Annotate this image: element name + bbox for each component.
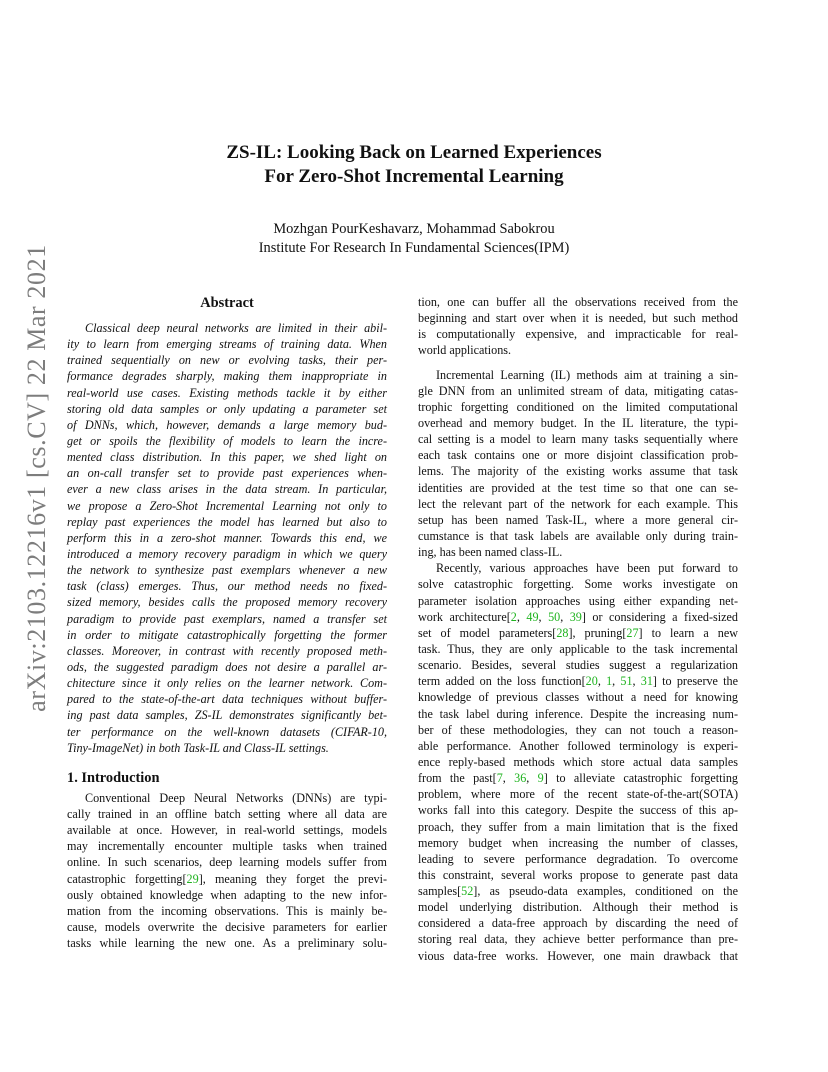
abstract-heading: Abstract (200, 295, 254, 311)
arxiv-stamp-text: arXiv:2103.12216v1 [cs.CV] 22 Mar 2021 (22, 244, 51, 712)
text-line: may incrementally encounter multiple tasks when trained (67, 839, 387, 854)
abstract-body (67, 320, 387, 756)
text-line: setup has been named Task-IL, where a more general cir- (418, 512, 738, 527)
text-line: cumstance is that task labels are available only during train- (418, 528, 738, 543)
text-line: ber of these methodologies, they can not touch a reason- (418, 722, 738, 737)
text-line: ing past data samples, ZS-IL demonstrates significantly bet- (67, 708, 387, 723)
text-line: Conventional Deep Neural Networks (DNNs) are typi- (85, 790, 387, 805)
text-line: is computationally expensive, and impracticable for real- (418, 327, 738, 342)
introduction-body (67, 790, 387, 951)
paper-title (0, 141, 828, 189)
text-line: trophic forgetting conditioned on the limited computational (418, 399, 738, 414)
text-line: Classical deep neural networks are limited in their abil- (85, 321, 387, 335)
text-line: ter performance on the well-known datasets (CIFAR-10, (67, 724, 387, 739)
citation-link[interactable]: 27 (626, 625, 639, 640)
text-line: get or spoils the flexibility of models to learn the incre- (67, 433, 387, 448)
author-block (0, 220, 828, 258)
text-line: available at once. However, in real-world settings, models (67, 823, 387, 838)
text-line: mented class distribution. In this paper, we shed light on (67, 450, 387, 465)
text-line: trained sequentially on new or evolving tasks, their per- (67, 353, 387, 368)
paper-title-line-2: For Zero-Shot Incremental Learning (264, 166, 564, 187)
text-line: chitecture since it only relies on the learner network. Com- (67, 676, 387, 691)
text-line: pared to the state-of-the-art data techniques without buffer- (67, 692, 387, 707)
author-affiliation: Institute For Research In Fundamental Sciences(IPM) (258, 240, 570, 256)
text-line: ods, the suggested paradigm does not desire a parallel ar- (67, 659, 387, 674)
text-line: work architecture[2, 49, 50, 39] or considering a fixed-sized (418, 609, 738, 624)
text-line: cally trained in an offline batch setting where all data are (67, 806, 387, 821)
text-line: replay past experiences the model has learned but also to (67, 514, 387, 529)
text-line: storing old data samples or only updating a parameter set (67, 401, 387, 416)
text-line: works fall into this category. Despite the success of this ap- (418, 803, 738, 818)
text-line: catastrophic forgetting[29], meaning they forget the previ- (67, 871, 387, 886)
text-line: leading to severe performance degradation. To overcome (418, 851, 738, 866)
text-line: memory budget when increasing the number of classes, (418, 835, 738, 850)
citation-link[interactable]: 51 (620, 674, 633, 689)
citation-link[interactable]: 31 (640, 674, 653, 689)
citation-link[interactable]: 28 (556, 625, 569, 640)
text-line: cause, models overwrite the decisive parameters for earlier (67, 919, 387, 934)
text-line: this constraint, several works propose to generate past data (418, 867, 738, 882)
text-line: Recently, various approaches have been put forward to (436, 561, 738, 576)
citation-link[interactable]: 49 (526, 609, 539, 624)
text-line: perform this in a zero-shot manner. Towards this end, we (67, 530, 387, 545)
text-line: in order to mitigate catastrophically forgetting the former (67, 627, 387, 642)
text-line: the task label during inference. Despite the increasing num- (418, 706, 738, 721)
right-column (418, 294, 738, 964)
citation-link[interactable]: 50 (548, 609, 561, 624)
text-line: ence reply-based methods which store actual data samples (418, 754, 738, 769)
left-column (67, 294, 387, 951)
text-line: online. In such scenarios, deep learning models suffer from (67, 855, 387, 870)
text-line: beginning and start over when it is needed, but such method (418, 311, 738, 326)
text-line: ously obtained knowledge when adapting to the new infor- (67, 887, 387, 902)
text-line: world applications. (418, 343, 512, 358)
text-line: from the past[7, 36, 9] to alleviate catastrophic forgetting (418, 771, 738, 786)
text-line: ever a new class arises in the data stream. In particular, (67, 482, 387, 497)
text-line: introduced a memory recovery paradigm in which we query (67, 546, 387, 561)
text-line: task (class) emerges. Thus, our method needs no fixed- (67, 579, 387, 594)
text-line: classes. Moreover, in contrast with recently proposed meth- (67, 643, 387, 658)
text-line: of DNNs, which, however, demands a large memory bud- (67, 417, 387, 432)
text-line: storing real data, they achieve better performance than pre- (418, 932, 738, 947)
text-line: task. Thus, they are only applicable to the task incremental (418, 641, 738, 656)
text-line: sized memory, besides calls the proposed memory recovery (67, 595, 387, 610)
text-line: term added on the loss function[20, 1, 51, 31] to preserve the (418, 674, 738, 689)
text-line: samples[52], as pseudo-data examples, conditioned on the (418, 884, 738, 899)
citation-link[interactable]: 20 (585, 674, 598, 689)
text-line: gle DNN from an unlimited stream of data, mitigating catas- (418, 383, 738, 398)
text-line: lect the relevant part of the network for each example. This (418, 496, 738, 511)
text-line: formance degrades sharply, making them inappropriate in (67, 369, 387, 384)
text-line: knowledge of previous classes without a need for knowing (418, 690, 738, 705)
text-line: scenario. Besides, several studies suggest a regularization (418, 658, 738, 673)
text-line: proach, they suffer from a main limitation that is the fixed (418, 819, 738, 834)
text-line: real-world use cases. Existing methods tackle it by either (67, 385, 387, 400)
text-line: cal setting is a model to learn many tasks sequentially where (418, 432, 738, 447)
text-line: an on-call transfer set to provide past experiences when- (67, 466, 387, 481)
text-line: ity to learn from emerging streams of training data. When (67, 337, 387, 352)
citation-link[interactable]: 9 (537, 771, 544, 786)
right-paragraph-1 (418, 294, 738, 359)
text-line: ing, has been named class-IL. (418, 545, 563, 560)
text-line: the network to synthesize past exemplars whenever a new (67, 563, 387, 578)
text-line: problem, where more of the recent state-of-the-art(SOTA) (418, 787, 738, 802)
text-line: we propose a Zero-Shot Incremental Learning not only to (67, 498, 387, 513)
text-line: model underlying distribution. Although their method is (418, 900, 738, 915)
citation-link[interactable]: 36 (514, 771, 527, 786)
citation-link[interactable]: 29 (186, 871, 199, 886)
text-line: solve catastrophic forgetting. Some works investigate on (418, 577, 738, 592)
text-line: parameter isolation approaches using either expanding net- (418, 593, 738, 608)
text-line: vious data-free works. However, one main drawback that (418, 948, 738, 963)
text-line: lems. The majority of the existing works assume that task (418, 464, 738, 479)
citation-link[interactable]: 7 (496, 771, 503, 786)
text-line: considered a data-free approach by discarding the need of (418, 916, 738, 931)
text-line: set of model parameters[28], pruning[27] to learn a new (418, 625, 738, 640)
citation-link[interactable]: 1 (606, 674, 613, 689)
citation-link[interactable]: 2 (510, 609, 517, 624)
text-line: paradigm to provide past exemplars, named a transfer set (67, 611, 387, 626)
introduction-heading: 1. Introduction (67, 769, 160, 786)
text-line: mation from the incoming observations. This is mainly be- (67, 903, 387, 918)
right-paragraph-3 (418, 560, 738, 964)
text-line: each task contains one or more disjoint classification prob- (418, 448, 738, 463)
paper-title-line-1: ZS-IL: Looking Back on Learned Experiences (226, 142, 602, 163)
text-line: tion, one can buffer all the observations received from the (418, 295, 738, 309)
text-line: able performance. Another followed terminology is experi- (418, 738, 738, 753)
text-line: Tiny-ImageNet) in both Task-IL and Class-IL settings. (67, 740, 329, 755)
citation-link[interactable]: 52 (461, 884, 474, 899)
text-line: Incremental Learning (IL) methods aim at training a sin- (436, 367, 738, 382)
author-names: Mozhgan PourKeshavarz, Mohammad Sabokrou (273, 221, 555, 237)
citation-link[interactable]: 39 (569, 609, 582, 624)
text-line: overhead and memory budget. In the IL literature, the typi- (418, 415, 738, 430)
right-paragraph-2 (418, 367, 738, 561)
text-line: tasks while learning the new one. As a preliminary solu- (67, 936, 387, 951)
text-line: identities are provided at the test time so that one can se- (418, 480, 738, 495)
